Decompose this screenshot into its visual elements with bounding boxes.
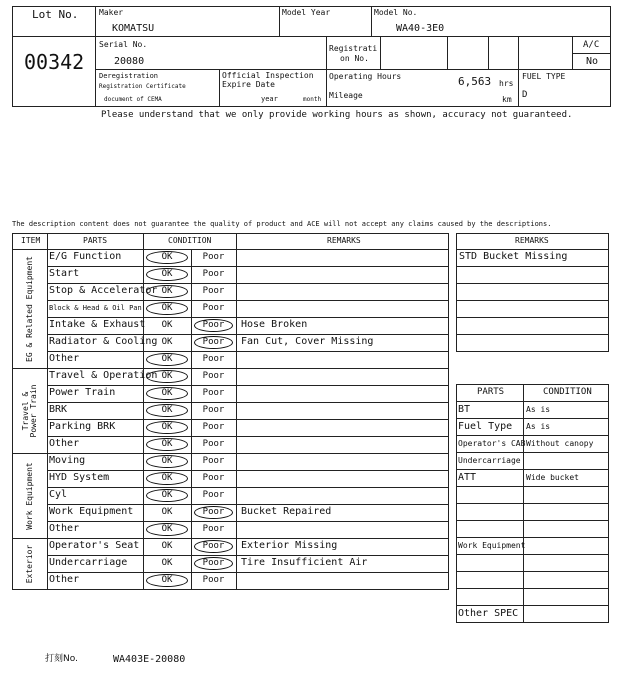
poor-circled: Poor [194,557,233,570]
ac-value: No [586,56,599,67]
part-name: Undercarriage [49,557,128,568]
group-label: EG & Related Equipment [24,255,34,362]
ok-circled: OK [146,421,188,434]
part-name: E/G Function [49,251,122,262]
poor-label: Poor [202,371,225,381]
row-divider [47,385,448,386]
poor-label: Poor [202,575,225,585]
spec-parts-header: PARTS [477,387,505,397]
year-label: year [261,95,278,103]
part-name: Other [49,438,80,449]
row-divider [47,487,448,488]
poor-label: Poor [202,303,225,313]
operating-hours-value: 6,563 [458,75,492,88]
poor-label: Poor [202,456,225,466]
fuel-type-label: FUEL TYPE [522,72,566,81]
spec-part: Undercarriage [458,456,521,465]
part-name: Parking BRK [49,421,116,432]
part-name: Radiator & Cooling [49,336,158,347]
spec-condition: Without canopy [526,439,594,448]
spec-row-divider [456,401,608,402]
hours-notice: Please understand that we only provide working hours as shown, accuracy not guaranteed. [101,110,573,120]
ok-circled: OK [146,251,188,264]
poor-label: Poor [202,490,225,500]
part-name: Stop & Accelerator [49,285,158,296]
part-name: Other [49,353,80,364]
poor-label: Poor [202,354,225,364]
spec-condition: As is [526,405,551,414]
maker-value: KOMATSU [112,23,155,34]
spec-condition: Wide bucket [526,473,579,482]
remarks-row-divider [456,317,608,318]
spec-row-divider [456,452,608,453]
stamp-number: WA403E-20080 [113,654,186,665]
part-name: Block & Head & Oil Pan [49,304,142,312]
poor-label: Poor [202,473,225,483]
spec-row-divider [456,486,608,487]
spec-part: Fuel Type [458,421,513,432]
ac-label: A/C [583,40,600,50]
month-label: month [303,96,322,103]
operating-hours-label: Operating Hours [329,72,402,81]
remarks-header: REMARKS [327,236,361,245]
remarks-row-divider [456,266,608,267]
ok-circled: OK [146,455,188,468]
part-name: Start [49,268,80,279]
part-name: Other [49,574,80,585]
spec-part: Work Equipment [458,541,526,550]
ok-circled: OK [146,302,188,315]
mileage-unit: km [502,95,512,104]
row-divider [47,572,448,573]
spec-row-divider [456,537,608,538]
deregistration-label: Deregistration [99,72,159,80]
condition-header: CONDITION [168,236,212,245]
poor-label: Poor [202,269,225,279]
poor-label: Poor [202,405,225,415]
parts-header: PARTS [83,236,108,245]
row-divider [47,283,448,284]
poor-circled: Poor [194,540,233,553]
remarks-row-divider [456,300,608,301]
registration-certificate-label: Registration Certificate [99,83,186,90]
column-divider [47,233,48,589]
serial-value: 20080 [114,56,145,67]
part-name: Other [49,523,80,534]
ok-label: OK [161,507,173,517]
model-no-value: WA40-3E0 [396,23,445,34]
part-name: Moving [49,455,86,466]
part-name: Work Equipment [49,506,134,517]
ok-circled: OK [146,523,188,536]
row-divider [47,351,448,352]
row-divider [47,419,448,420]
part-name: HYD System [49,472,110,483]
ok-label: OK [161,320,173,330]
ok-circled: OK [146,438,188,451]
group-divider [12,538,448,539]
remark-text: Fan Cut, Cover Missing [241,336,374,347]
remarks-row-divider [456,334,608,335]
remark-text: Bucket Repaired [241,506,332,517]
mileage-label: Mileage [329,91,363,100]
ok-circled: OK [146,472,188,485]
row-divider [47,555,448,556]
ok-label: OK [161,558,173,568]
poor-label: Poor [202,439,225,449]
row-divider [47,402,448,403]
remarks-panel-header: REMARKS [515,236,549,245]
lot-number: 00342 [24,50,85,74]
group-label: Exterior [24,544,34,583]
fuel-type-value: D [522,90,528,100]
row-divider [47,504,448,505]
row-divider [47,317,448,318]
part-name: Intake & Exhaust [49,319,146,330]
part-name: BRK [49,404,68,415]
registration-label-2: on No. [340,54,369,63]
poor-label: Poor [202,524,225,534]
spec-condition-header: CONDITION [543,387,592,397]
spec-row-divider [456,571,608,572]
poor-label: Poor [202,286,225,296]
ok-circled: OK [146,370,188,383]
spec-row-divider [456,469,608,470]
spec-part: Operator's CAB [458,439,526,448]
row-divider [47,300,448,301]
group-label: Work Equipment [24,461,34,530]
ok-label: OK [161,337,173,347]
ok-circled: OK [146,387,188,400]
remarks-panel-text: STD Bucket Missing [459,251,568,262]
hours-unit: hrs [499,79,514,88]
inspection-label: Official Inspection [222,71,314,80]
poor-label: Poor [202,422,225,432]
spec-row-divider [456,520,608,521]
poor-circled: Poor [194,336,233,349]
ok-circled: OK [146,268,188,281]
remark-text: Tire Insufficient Air [241,557,368,568]
spec-row-divider [456,605,608,606]
row-divider [47,436,448,437]
description-notice: The description content does not guarantee the quality of product and ACE will not accept any claims caused by the descriptions. [12,220,552,228]
group-label: Travel & Power Train [20,384,38,437]
row-divider [47,521,448,522]
ok-circled: OK [146,404,188,417]
poor-circled: Poor [194,319,233,332]
inspection-label-2: Expire Date [222,80,275,89]
registration-label: Registrati [329,44,378,53]
spec-row-divider [456,503,608,504]
part-name: Operator's Seat [49,540,140,551]
remark-text: Exterior Missing [241,540,338,551]
ok-circled: OK [146,574,188,587]
ok-circled: OK [146,285,188,298]
ok-circled: OK [146,353,188,366]
ok-label: OK [161,541,173,551]
model-year-label: Model Year [282,8,331,17]
remark-text: Hose Broken [241,319,308,330]
part-name: Power Train [49,387,116,398]
row-divider [47,470,448,471]
spec-row-divider [456,418,608,419]
spec-part: ATT [458,472,477,483]
remarks-row-divider [456,249,608,250]
remarks-row-divider [456,283,608,284]
spec-row-divider [456,588,608,589]
cema-label: document of CEMA [104,96,162,103]
poor-label: Poor [202,252,225,262]
row-divider [47,334,448,335]
poor-circled: Poor [194,506,233,519]
part-name: Travel & Operation [49,370,158,381]
poor-label: Poor [202,388,225,398]
spec-row-divider [456,435,608,436]
spec-condition: As is [526,422,551,431]
spec-part: BT [458,404,471,415]
row-divider [47,266,448,267]
ok-circled: OK [146,489,188,502]
spec-row-divider [456,554,608,555]
lot-label: Lot No. [32,8,79,21]
column-divider [236,233,237,589]
stamp-label: 打刻No. [45,654,78,664]
spec-part: Other SPEC [458,608,519,619]
serial-label: Serial No. [99,40,148,49]
maker-label: Maker [99,8,124,17]
model-no-label: Model No. [374,8,418,17]
item-header: ITEM [21,236,41,245]
part-name: Cyl [49,489,68,500]
